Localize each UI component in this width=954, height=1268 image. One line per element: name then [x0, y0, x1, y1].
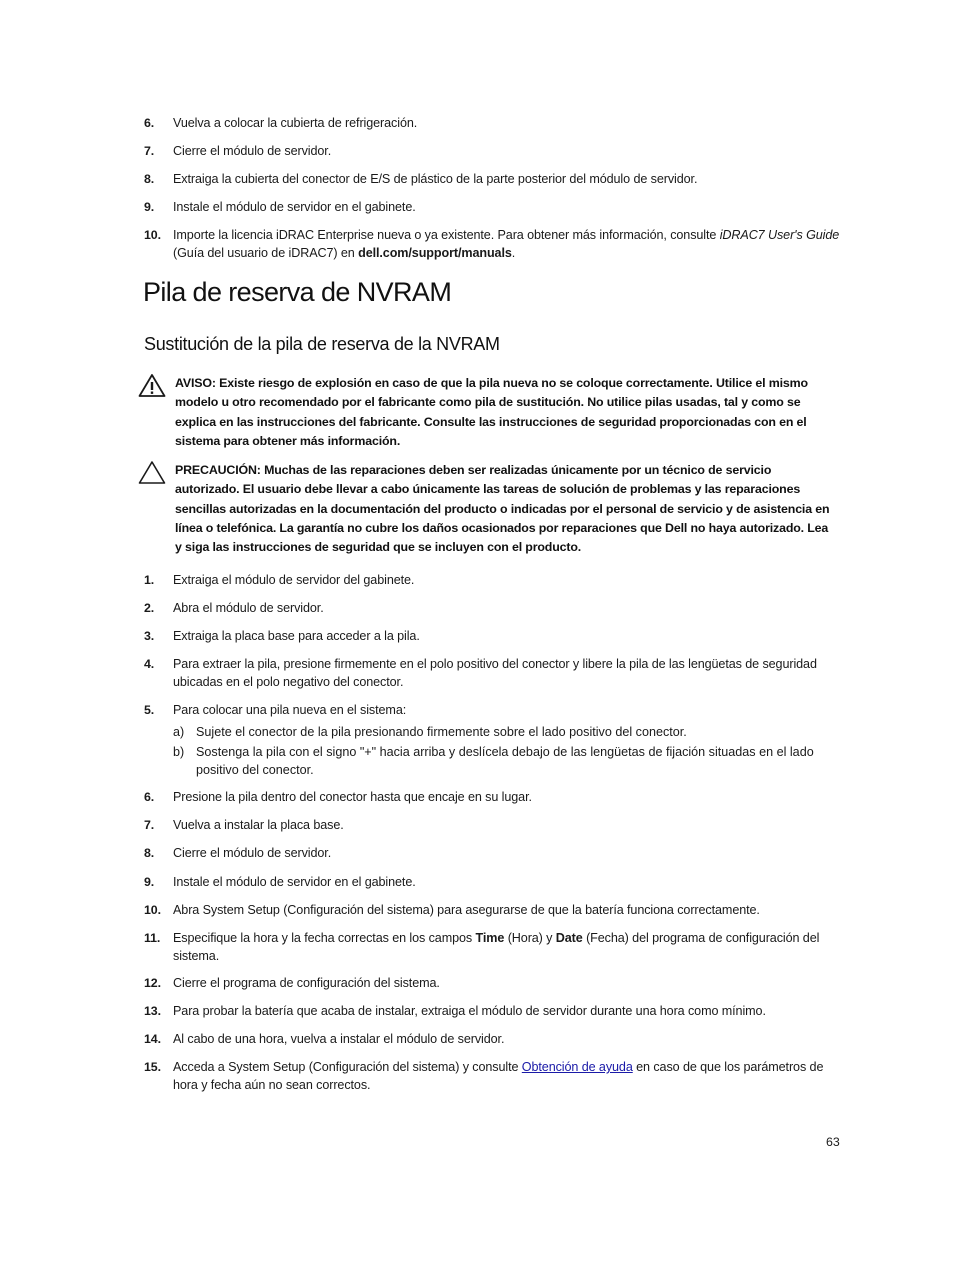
step-text: Extraiga la cubierta del conector de E/S de plástico de la parte posterior del módulo de servidor. — [173, 172, 698, 186]
step-text-part: . — [511, 245, 516, 260]
step-text: Vuelva a colocar la cubierta de refrigeración. — [173, 116, 418, 130]
subsection-title: Sustitución de la pila de reserva de la NVRAM — [144, 334, 500, 354]
step-text: Extraiga la placa base para acceder a la pila. — [173, 629, 420, 643]
substep-text: Sujete el conector de la pila presionando firmemente sobre el lado positivo del conector. — [196, 725, 687, 739]
step-text: Vuelva a instalar la placa base. — [173, 818, 344, 832]
step-text: Para extraer la pila, presione firmemente en el polo positivo del conector y libere la pila de las lengüetas de seguridad ubicadas en el polo negativo del conector. — [173, 657, 817, 689]
step-number: 9. — [144, 200, 155, 214]
list-item — [144, 975, 844, 993]
guide-title: iDRAC7 User's Guide — [719, 228, 840, 242]
step-text — [173, 227, 844, 262]
list-item — [144, 902, 844, 920]
warning-triangle-icon — [138, 373, 166, 398]
step-text-part: Importe la licencia iDRAC Enterprise nueva o ya existente. Para obtener más información, consulte — [173, 228, 720, 242]
step-text — [173, 1059, 844, 1094]
list-item — [144, 1031, 844, 1049]
step-text-part: Acceda a System Setup (Configuración del sistema) y consulte — [173, 1060, 522, 1074]
list-item — [144, 171, 844, 189]
list-item — [144, 845, 844, 863]
list-item — [144, 199, 844, 217]
step-text: Para probar la batería que acaba de instalar, extraiga el módulo de servidor durante una hora como mínimo. — [173, 1004, 766, 1018]
list-item — [144, 572, 844, 590]
step-text: Presione la pila dentro del conector hasta que encaje en su lugar. — [173, 790, 532, 804]
section-title: Pila de reserva de NVRAM — [143, 277, 452, 307]
list-item — [144, 789, 844, 807]
step-text: Abra System Setup (Configuración del sistema) para asegurarse de que la batería funciona correctamente. — [173, 903, 760, 917]
list-item — [144, 628, 844, 646]
step-text-part: Especifique la hora y la fecha correctas en los campos — [173, 931, 476, 945]
step-text: Cierre el módulo de servidor. — [173, 846, 332, 860]
list-item — [144, 656, 844, 691]
list-item — [144, 143, 844, 161]
step-number: 6. — [144, 790, 155, 804]
step-number: 10. — [144, 903, 161, 917]
page-number: 63 — [826, 1135, 840, 1149]
step-text: Para colocar una pila nueva en el sistema: — [173, 703, 407, 717]
step-number: 3. — [144, 629, 155, 643]
support-url: dell.com/support/manuals — [358, 245, 512, 260]
time-field-label: Time — [475, 931, 505, 945]
substep-label: b) — [173, 745, 185, 759]
step-text: Cierre el programa de configuración del sistema. — [173, 976, 440, 990]
step-text: Cierre el módulo de servidor. — [173, 144, 332, 158]
step-number: 8. — [144, 846, 155, 860]
step-number: 2. — [144, 601, 155, 615]
step-number: 10. — [144, 228, 161, 242]
sub-list-item — [173, 744, 843, 779]
caution-triangle-icon — [138, 460, 166, 485]
list-item — [144, 600, 844, 618]
step-number: 6. — [144, 116, 155, 130]
step-text: Extraiga el módulo de servidor del gabinete. — [173, 573, 415, 587]
sub-list-item — [173, 724, 843, 742]
list-item — [144, 227, 844, 262]
step-text: Instale el módulo de servidor en el gabinete. — [173, 875, 416, 889]
caution-text: PRECAUCIÓN: Muchas de las reparaciones deben ser realizadas únicamente por un técnico de servicio autorizado. El usuario debe llevar a cabo únicamente las tareas de solución de problemas y las reparaciones sencillas autorizadas en la documentación del producto o indicadas por el personal de servicio y de asistencia en línea o telefónica. La garantía no cubre los daños ocasionados por reparaciones que Dell no haya autorizado. Lea y siga las instrucciones de seguridad que se incluyen con el producto. — [175, 463, 830, 555]
step-number: 15. — [144, 1060, 161, 1074]
step-number: 14. — [144, 1032, 161, 1046]
step-text: Al cabo de una hora, vuelva a instalar el módulo de servidor. — [173, 1032, 505, 1046]
step-text-part: (Fecha) del programa de configuración del sistema. — [173, 931, 820, 963]
substep-label: a) — [173, 725, 185, 739]
step-number: 8. — [144, 172, 155, 186]
list-item — [144, 1003, 844, 1021]
step-number: 1. — [144, 573, 155, 587]
list-item — [144, 115, 844, 133]
step-number: 13. — [144, 1004, 161, 1018]
step-number: 5. — [144, 703, 155, 717]
warning-text: AVISO: Existe riesgo de explosión en caso de que la pila nueva no se coloque correctamente. Utilice el mismo modelo u otro recomendado por el fabricante como pila de sustitución. No utilice pilas usadas, tal y como se explica en las instrucciones del fabricante. Consulte las instrucciones de seguridad proporcionadas con en el sistema para obtener más información. — [175, 376, 808, 448]
step-text-part: (Hora) y — [504, 931, 556, 945]
list-item — [144, 930, 844, 965]
step-number: 9. — [144, 875, 155, 889]
step-number: 7. — [144, 818, 155, 832]
step-text — [173, 930, 844, 965]
list-item — [144, 874, 844, 892]
step-text: Instale el módulo de servidor en el gabinete. — [173, 200, 416, 214]
step-number: 4. — [144, 657, 155, 671]
step-number: 11. — [144, 931, 161, 945]
step-number: 7. — [144, 144, 155, 158]
help-link[interactable]: Obtención de ayuda — [521, 1060, 633, 1074]
date-field-label: Date — [555, 931, 583, 945]
substep-text: Sostenga la pila con el signo "+" hacia arriba y deslícela debajo de las lengüetas de fijación situadas en el lado positivo del conector. — [196, 745, 814, 777]
step-text: Abra el módulo de servidor. — [173, 601, 324, 615]
list-item — [144, 1059, 844, 1094]
list-item — [144, 702, 844, 720]
step-text-part: (Guía del usuario de iDRAC7) en — [173, 245, 359, 260]
step-text-part: en caso de que los parámetros de hora y fecha aún no sean correctos. — [173, 1060, 824, 1092]
list-item — [144, 817, 844, 835]
step-number: 12. — [144, 976, 161, 990]
